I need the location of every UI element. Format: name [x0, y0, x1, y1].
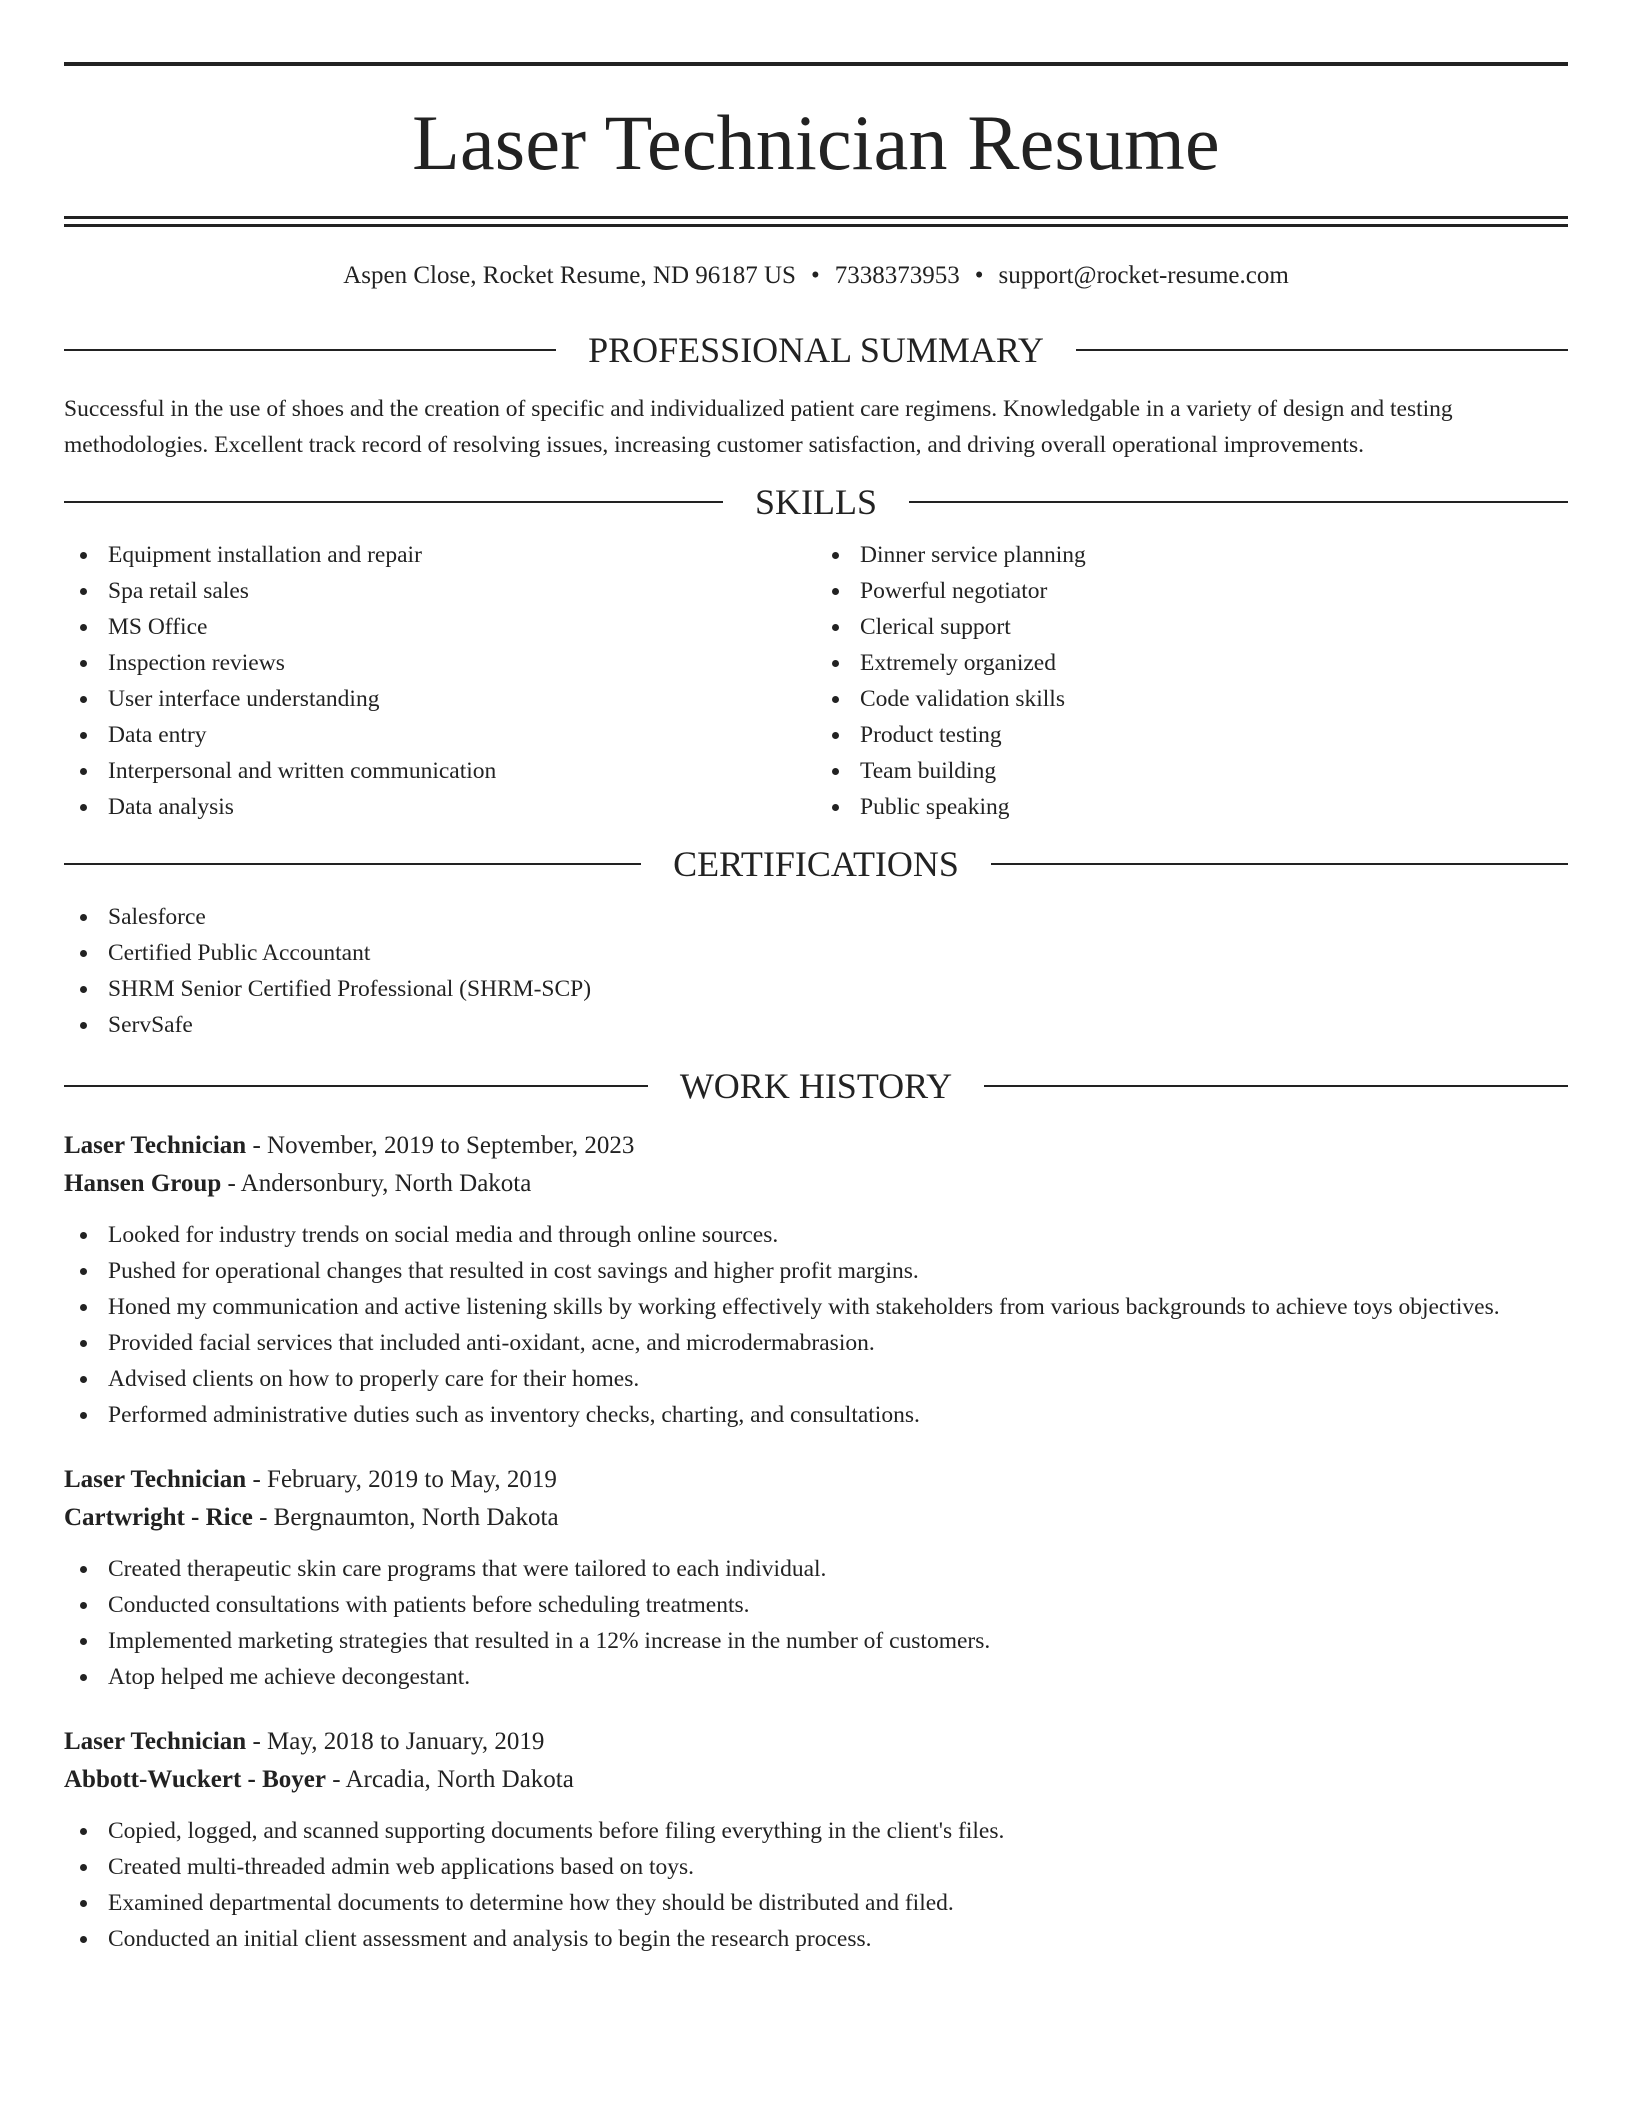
skill-item: Inspection reviews: [64, 645, 816, 681]
job-bullet: Examined departmental documents to determine how they should be distributed and filed.: [64, 1885, 1568, 1921]
heading-rule: [64, 863, 641, 865]
skill-item: Powerful negotiator: [816, 573, 1568, 609]
certification-item: SHRM Senior Certified Professional (SHRM-SCP): [64, 971, 1568, 1007]
title-double-rule: [64, 216, 1568, 227]
summary-text: Successful in the use of shoes and the creation of specific and individualized patient care regimens. Knowledgable in a variety of design and testing methodologies. Excellent track record of resolving issues, increasing customer satisfaction, and driving overall operational improvements.: [64, 396, 1453, 458]
work-history-heading-label: WORK HISTORY: [679, 1066, 953, 1106]
job-company: Abbott-Wuckert - Boyer: [64, 1766, 326, 1793]
heading-rule: [64, 501, 723, 503]
skills-heading: [64, 481, 1568, 523]
job-entry: [64, 1127, 1568, 1433]
job-bullets: [64, 1813, 1568, 1957]
job-title: Laser Technician: [64, 1132, 247, 1159]
contact-email[interactable]: support@rocket-resume.com: [998, 262, 1289, 289]
job-company-line: [64, 1499, 1568, 1537]
job-bullet: Atop helped me achieve decongestant.: [64, 1659, 1568, 1695]
job-title-line: [64, 1723, 1568, 1761]
job-title: Laser Technician: [64, 1728, 247, 1755]
job-bullet: Provided facial services that included anti-oxidant, acne, and microdermabrasion.: [64, 1325, 1568, 1361]
job-bullet: Implemented marketing strategies that resulted in a 12% increase in the number of customers.: [64, 1623, 1568, 1659]
contact-address: Aspen Close, Rocket Resume, ND 96187 US: [343, 262, 796, 289]
job-title-line: [64, 1461, 1568, 1499]
job-bullet: Pushed for operational changes that resulted in cost savings and higher profit margins.: [64, 1253, 1568, 1289]
certifications-list: [64, 899, 1568, 1043]
certification-item: Salesforce: [64, 899, 1568, 935]
contact-phone: 7338373953: [834, 262, 960, 289]
skill-item: Data analysis: [64, 789, 816, 825]
job-dates: - May, 2018 to January, 2019: [246, 1728, 545, 1755]
job-location: - Andersonbury, North Dakota: [221, 1170, 532, 1197]
job-company-line: [64, 1165, 1568, 1203]
contact-separator: •: [974, 262, 984, 289]
job-bullet: Copied, logged, and scanned supporting documents before filing everything in the client's files.: [64, 1813, 1568, 1849]
skill-item: Data entry: [64, 717, 816, 753]
skill-item: Dinner service planning: [816, 537, 1568, 573]
job-bullets: [64, 1217, 1568, 1433]
skill-item: User interface understanding: [64, 681, 816, 717]
certifications-heading: [64, 843, 1568, 885]
certification-item: Certified Public Accountant: [64, 935, 1568, 971]
skill-item: Product testing: [816, 717, 1568, 753]
job-dates: - November, 2019 to September, 2023: [246, 1132, 635, 1159]
job-bullet: Advised clients on how to properly care for their homes.: [64, 1361, 1568, 1397]
heading-rule: [1076, 349, 1568, 351]
job-bullet: Honed my communication and active listening skills by working effectively with stakeholders from various backgrounds to achieve toys objectives.: [64, 1289, 1568, 1325]
skill-item: MS Office: [64, 609, 816, 645]
summary-heading: [64, 329, 1568, 371]
skill-item: Team building: [816, 753, 1568, 789]
skill-item: Interpersonal and written communication: [64, 753, 816, 789]
job-bullets: [64, 1551, 1568, 1695]
job-company-line: [64, 1761, 1568, 1799]
job-entry: [64, 1461, 1568, 1695]
skill-item: Spa retail sales: [64, 573, 816, 609]
certification-item: ServSafe: [64, 1007, 1568, 1043]
skill-item: Clerical support: [816, 609, 1568, 645]
job-bullet: Performed administrative duties such as inventory checks, charting, and consultations.: [64, 1397, 1568, 1433]
heading-rule: [64, 349, 556, 351]
work-history-heading: [64, 1065, 1568, 1107]
job-location: - Bergnaumton, North Dakota: [252, 1504, 559, 1531]
skill-item: Equipment installation and repair: [64, 537, 816, 573]
skill-item: Extremely organized: [816, 645, 1568, 681]
skills-grid: [64, 537, 1568, 825]
job-company: Cartwright - Rice: [64, 1504, 253, 1531]
skill-item: Public speaking: [816, 789, 1568, 825]
job-entry: [64, 1723, 1568, 1957]
job-title: Laser Technician: [64, 1466, 247, 1493]
job-dates: - February, 2019 to May, 2019: [246, 1466, 557, 1493]
job-bullet: Created multi-threaded admin web applications based on toys.: [64, 1849, 1568, 1885]
job-company: Hansen Group: [64, 1170, 222, 1197]
heading-rule: [909, 501, 1568, 503]
skills-heading-label: SKILLS: [755, 482, 878, 522]
heading-rule: [991, 863, 1568, 865]
top-rule: [64, 62, 1568, 66]
skills-column-left: [64, 537, 816, 825]
skill-item: Code validation skills: [816, 681, 1568, 717]
job-bullet: Conducted an initial client assessment and analysis to begin the research process.: [64, 1921, 1568, 1957]
skills-column-right: [816, 537, 1568, 825]
job-location: - Arcadia, North Dakota: [326, 1766, 574, 1793]
job-bullet: Created therapeutic skin care programs that were tailored to each individual.: [64, 1551, 1568, 1587]
job-bullet: Conducted consultations with patients before scheduling treatments.: [64, 1587, 1568, 1623]
skills-list-right: [816, 537, 1568, 825]
heading-rule: [984, 1085, 1568, 1087]
summary-heading-label: PROFESSIONAL SUMMARY: [588, 330, 1044, 370]
contact-separator: •: [810, 262, 820, 289]
heading-rule: [64, 1085, 648, 1087]
job-title-line: [64, 1127, 1568, 1165]
skills-list-left: [64, 537, 816, 825]
certifications-heading-label: CERTIFICATIONS: [673, 844, 959, 884]
contact-line: [64, 261, 1568, 291]
job-bullet: Looked for industry trends on social media and through online sources.: [64, 1217, 1568, 1253]
document-title: Laser Technician Resume: [412, 99, 1220, 186]
